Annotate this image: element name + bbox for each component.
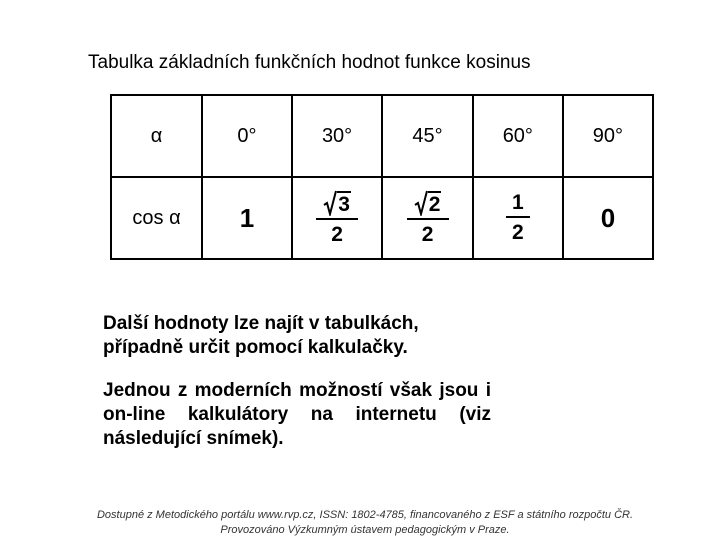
cos-60-fraction (506, 192, 530, 244)
table-row-cos (111, 177, 653, 259)
cos-30-denominator: 2 (331, 222, 343, 246)
cos-60-denominator: 2 (511, 221, 524, 244)
cos-60-numerator: 1 (511, 190, 524, 214)
angle-45: 45° (382, 95, 472, 177)
cos-45-denominator: 2 (421, 222, 434, 246)
cosine-values-table (110, 94, 654, 260)
cos-0-value: 1 (239, 202, 255, 233)
footer-line-1: Dostupné z Metodického portálu www.rvp.cz, ISSN: 1802-4785, financovaného z ESF a státního rozpočtu ČR. (96, 509, 634, 521)
cos-45-fraction (407, 190, 449, 246)
table-row-angles (111, 95, 653, 177)
paragraph-more-values: Další hodnoty lze najít v tabulkách, případně určit pomocí kalkulačky. (103, 313, 419, 358)
cos-30-numerator (321, 190, 353, 218)
cos-alpha-label: cos α (111, 177, 202, 259)
cos-45-numerator (412, 190, 444, 218)
alpha-label: α (111, 95, 202, 177)
sqrt-icon (323, 190, 337, 216)
sqrt-icon (414, 190, 428, 216)
cos-30-radicand: 3 (338, 192, 350, 216)
cos-90-value: 0 (600, 202, 616, 233)
cos-60-cell (473, 177, 563, 259)
angle-90: 90° (563, 95, 653, 177)
cos-45-cell (382, 177, 472, 259)
cos-0-cell (202, 177, 292, 259)
footer-line-2: Provozováno Výzkumným ústavem pedagogickým v Praze. (220, 524, 510, 536)
page-title: Tabulka základních funkčních hodnot funkce kosinus (88, 52, 531, 73)
cos-90-cell (563, 177, 653, 259)
cos-45-radicand: 2 (428, 192, 441, 216)
angle-30: 30° (292, 95, 382, 177)
cos-30-fraction (316, 190, 358, 246)
angle-60: 60° (473, 95, 563, 177)
footer (62, 508, 668, 538)
paragraph-online-calculators: Jednou z moderních možností však jsou i on-line kalkulátory na internetu (viz následující snímek). (103, 380, 491, 449)
cos-30-cell (292, 177, 382, 259)
angle-0: 0° (202, 95, 292, 177)
